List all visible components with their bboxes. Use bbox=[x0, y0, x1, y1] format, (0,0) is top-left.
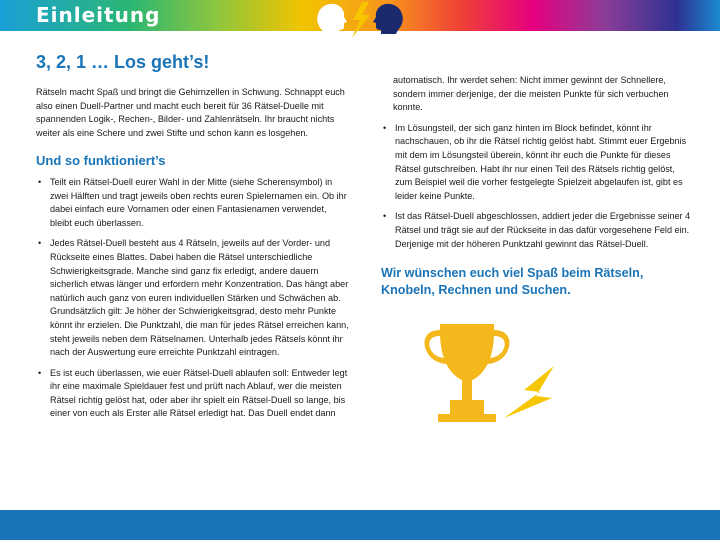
list-item: • Jedes Rätsel-Duell besteht aus 4 Rätseln, jeweils auf der Vorder- und Rückseite eines Blattes. Dabei haben die Rätsel unterschiedliche Schwierigkeitsgrade. Manche sind ganz fix erledigt, andere dauern sicherlich etwas länger und erfordern mehr Konzentration. Das hängt aber natürlich auch ganz von euren individuellen Stärken und Schwächen ab. Grundsätzlich gilt: Je höher der Schwierigkeitsgrad, desto mehr Punkte könnt ihr erzielen. Die Punktzahl, die man für jedes Rätsel erreichen kann, steht jeweils neben dem Rätselnamen. Unterhalb jedes Rätsels könnt ihr nach der Auswertung eure erreichte Punktzahl eintragen. bbox=[36, 237, 350, 359]
trophy-graphic bbox=[412, 318, 572, 438]
lightning-icon bbox=[504, 366, 554, 418]
intro-paragraph: Rätseln macht Spaß und bringt die Gehirnzellen in Schwung. Schnappt euch also einen Duell-Partner und macht euch bereit für 36 Rätsel-Duelle mit spannenden Logik-, Rechen-, Bilder- und Zahlenrätseln. Ihr braucht nichts weiter als eine Schere und zwei Stifte und schon kann es losgehen. bbox=[36, 87, 345, 138]
instructions-list-continued bbox=[381, 122, 693, 251]
page-title: 3, 2, 1 … Los geht’s! bbox=[36, 52, 210, 72]
duel-heads-graphic bbox=[312, 0, 408, 40]
head-right-icon bbox=[373, 4, 403, 34]
list-item: • Ist das Rätsel-Duell abgeschlossen, addiert jeder die Ergebnisse seiner 4 Rätsel und trägt sie auf der Rückseite in das dafür vorgesehene Feld ein. Derjenige mit der höheren Punktzahl gewinnt das Rätsel-Duell. bbox=[381, 210, 693, 251]
footer-bar bbox=[0, 510, 720, 540]
left-column bbox=[36, 86, 350, 428]
list-item: • Im Lösungsteil, der sich ganz hinten im Block befindet, könnt ihr nachschauen, ob ihr die Rätsel richtig gelöst habt. Stimmt euer Ergebnis mit dem im Lösungsteil überein, könnt ihr euch die Punkte für dieses Rätsel gutschreiben. Habt ihr nur einen Teil des Rätsels richtig gelöst, zum Beispiel weil die vorher festgelegte Spielzeit abgelaufen ist, gibt es leider keine Punkte. bbox=[381, 122, 693, 204]
list-item: • Es ist euch überlassen, wie euer Rätsel-Duell ablaufen soll: Entweder legt ihr eine maximale Spieldauer fest und prüft nach Ablauf, wer die meisten Rätsel richtig gelöst hat, oder aber ihr spielt ein Rätsel-Duell so lange, bis einer von euch als Erster alle Rätsel erledigt hat. Das Duell endet dann bbox=[36, 367, 350, 421]
right-column bbox=[381, 74, 693, 299]
list-item: • Teilt ein Rätsel-Duell eurer Wahl in der Mitte (siehe Scherensymbol) in zwei Hälften und tragt jeweils oben rechts euren Spielernamen ein. Ob ihr dabei einfach eure Vornamen oder einen Fantasienamen verwendet, bleibt euch überlassen. bbox=[36, 176, 350, 230]
trophy-icon bbox=[425, 324, 510, 422]
lightning-icon bbox=[352, 2, 370, 38]
section-title: Einleitung bbox=[36, 3, 161, 27]
instructions-list bbox=[36, 176, 350, 421]
subheading: Und so funktioniert’s bbox=[36, 153, 166, 169]
closing-message: Wir wünschen euch viel Spaß beim Rätseln, Knobeln, Rechnen und Suchen. bbox=[381, 266, 644, 298]
head-left-icon bbox=[317, 4, 347, 34]
continued-paragraph: automatisch. Ihr werdet sehen: Nicht immer gewinnt der Schnellere, sondern immer derjenige, der die meisten Punkte für sich verbuchen konnte. bbox=[393, 75, 669, 113]
